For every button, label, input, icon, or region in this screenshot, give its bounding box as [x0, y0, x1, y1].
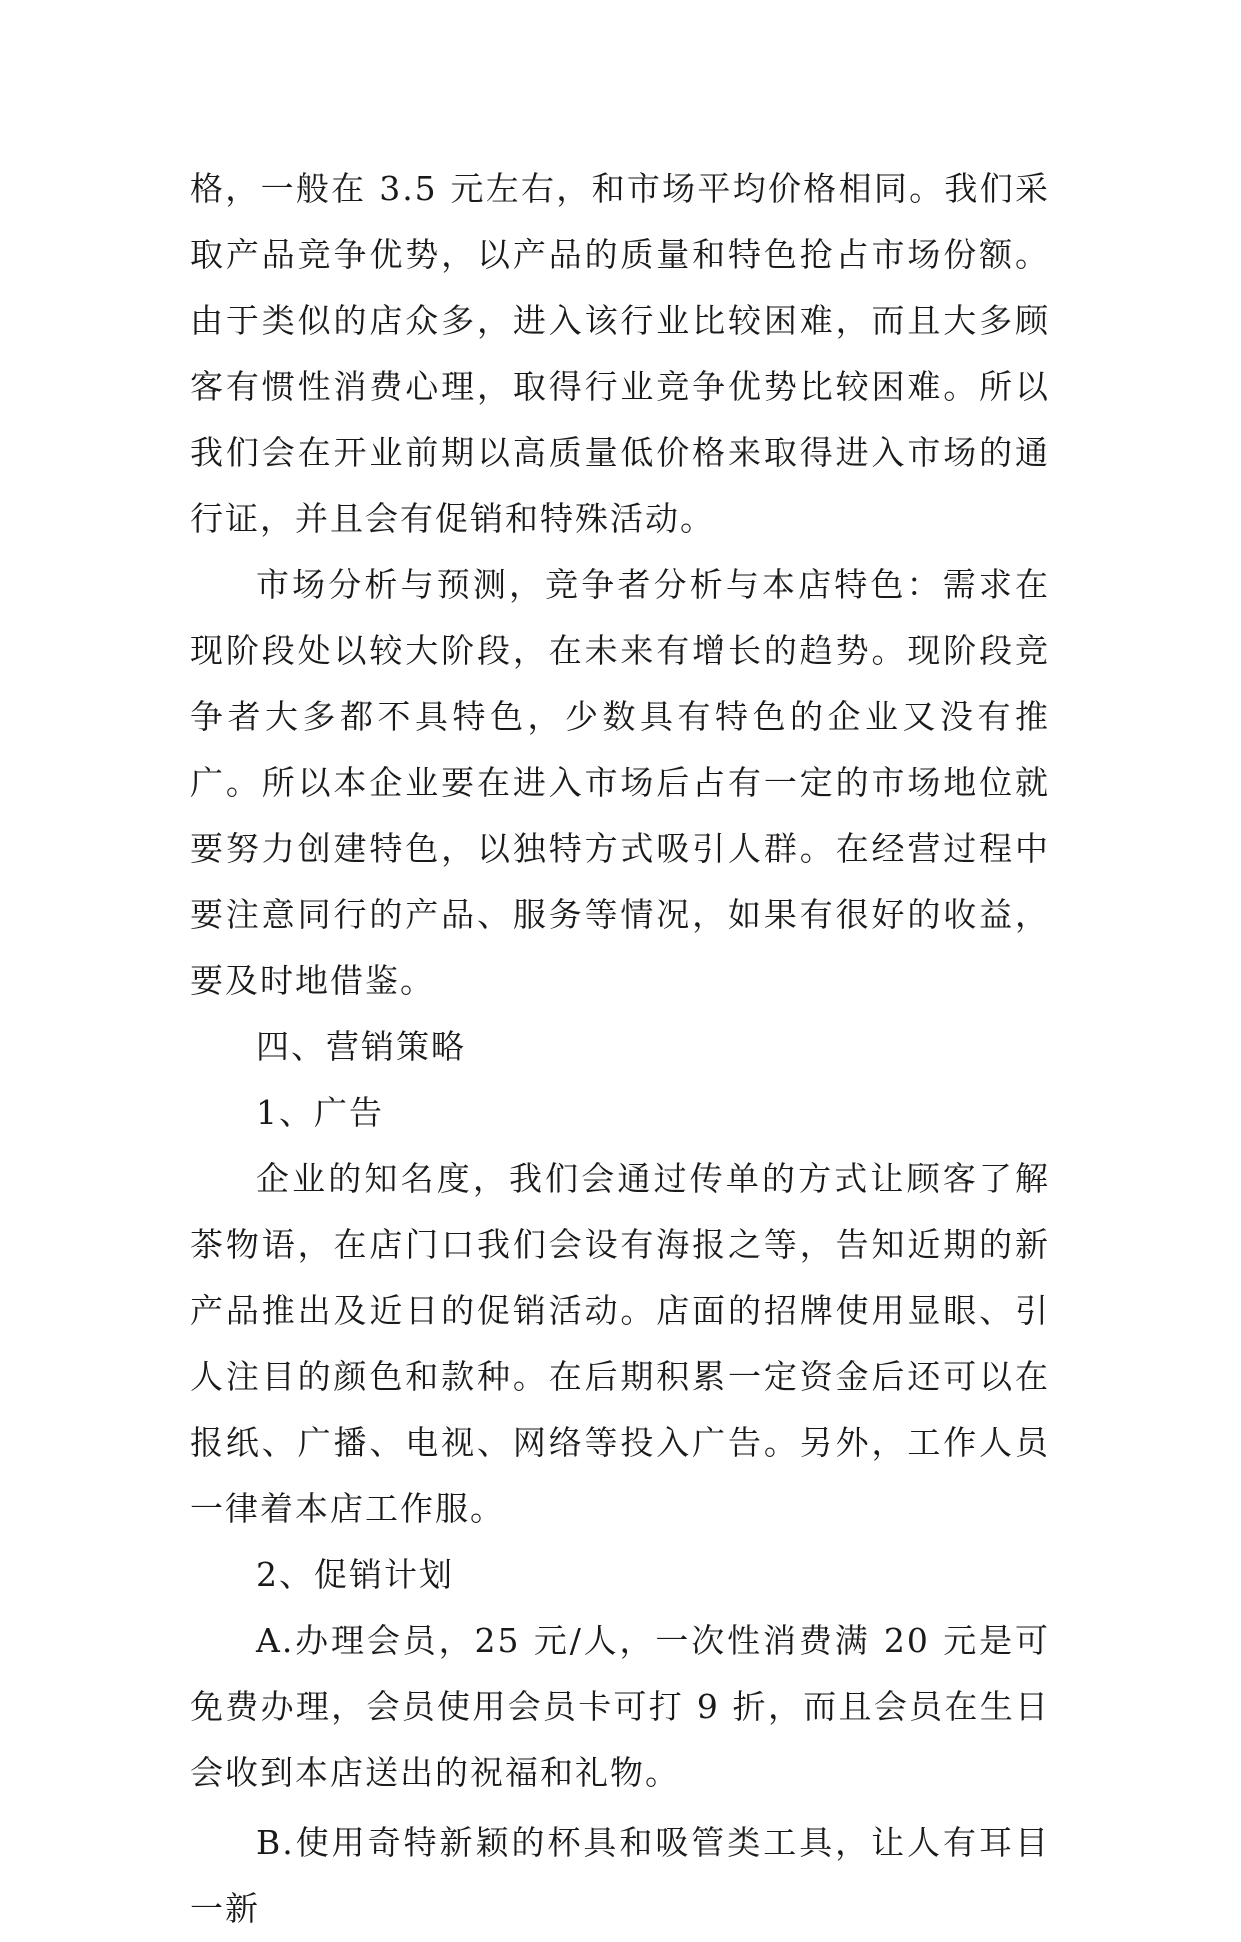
document-body	[190, 156, 1050, 1942]
subheading-promotion-plan: 2、促销计划	[256, 1555, 454, 1594]
paragraph-advertising: 企业的知名度，我们会通过传单的方式让顾客了解茶物语，在店门口我们会设有海报之等，告知近期的新产品推出及近日的促销活动。店面的招牌使用显眼、引人注目的颜色和款种。在后期积累一定资金后还可以在报纸、广播、电视、网络等投入广告。另外，工作人员一律着本店工作服。	[190, 1159, 1050, 1528]
paragraph-market-analysis: 市场分析与预测，竞争者分析与本店特色：需求在现阶段处以较大阶段，在未来有增长的趋势。现阶段竞争者大多都不具特色，少数具有特色的企业又没有推广。所以本企业要在进入市场后占有一定的市场地位就要努力创建特色，以独特方式吸引人群。在经营过程中要注意同行的产品、服务等情况，如果有很好的收益，要及时地借鉴。	[190, 565, 1050, 1000]
paragraph-promotion-a: A.办理会员，25 元/人，一次性消费满 20 元是可免费办理，会员使用会员卡可打 9 折，而且会员在生日会收到本店送出的祝福和礼物。	[190, 1621, 1050, 1792]
section-heading-marketing-strategy: 四、营销策略	[256, 1027, 466, 1066]
paragraph-promotion-b: B.使用奇特新颖的杯具和吸管类工具，让人有耳目一新	[190, 1823, 1050, 1928]
paragraph-pricing: 格，一般在 3.5 元左右，和市场平均价格相同。我们采取产品竞争优势，以产品的质量和特色抢占市场份额。由于类似的店众多，进入该行业比较困难，而且大多顾客有惯性消费心理，取得行业竞争优势比较困难。所以我们会在开业前期以高质量低价格来取得进入市场的通行证，并且会有促销和特殊活动。	[190, 169, 1050, 538]
subheading-advertising: 1、广告	[256, 1093, 384, 1132]
